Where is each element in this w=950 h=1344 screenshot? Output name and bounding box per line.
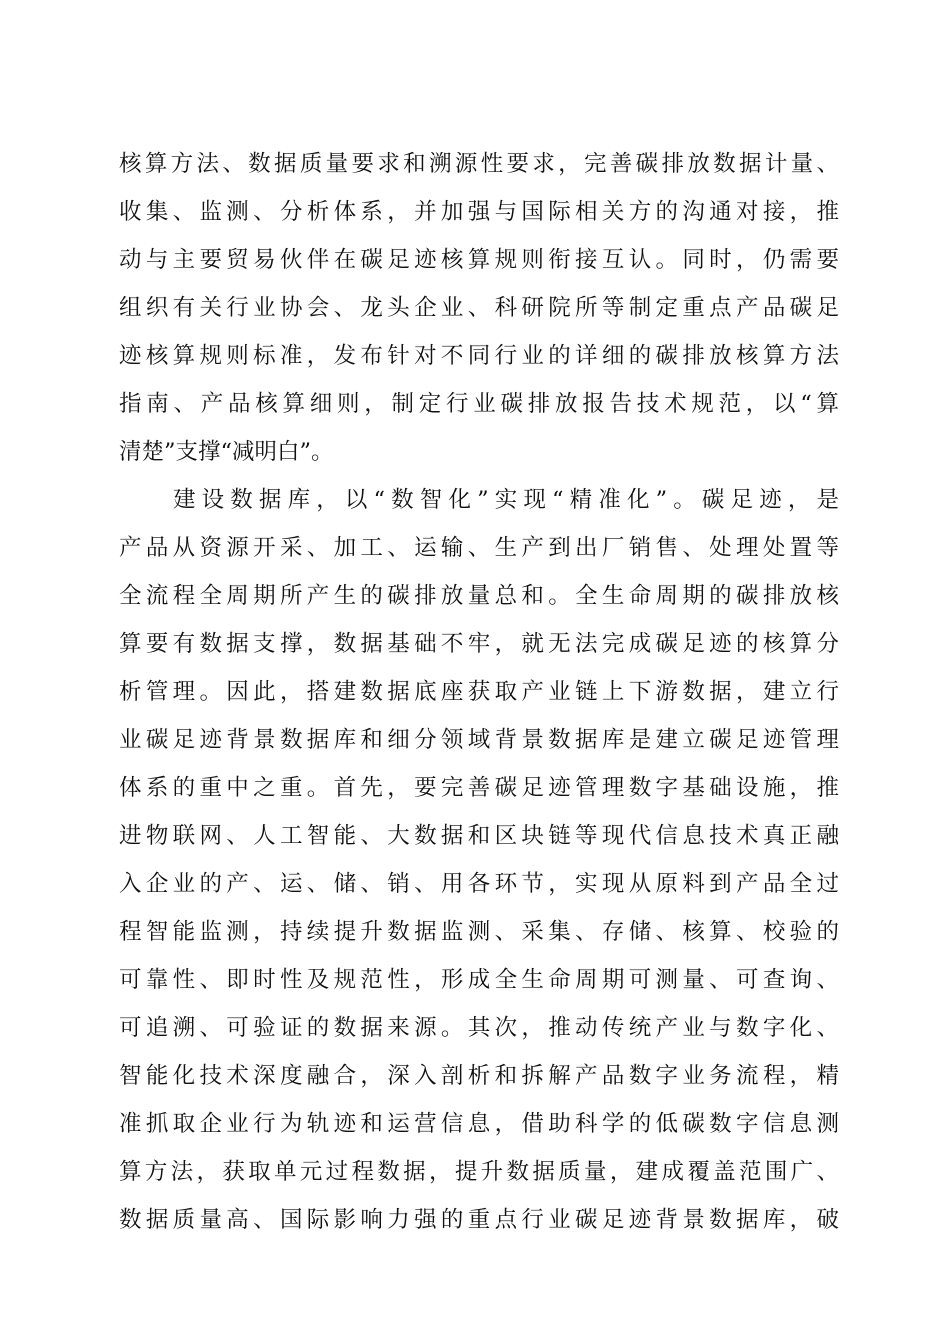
text-line: 入企业的产、运、储、销、用各环节，实现从原料到产品全过 xyxy=(119,871,839,897)
text-line: 算要有数据支撑，数据基础不牢，就无法完成碳足迹的核算分 xyxy=(119,631,839,657)
text-line: 可追溯、可验证的数据来源。其次，推动传统产业与数字化、 xyxy=(119,1015,839,1041)
text-line: 准抓取企业行为轨迹和运营信息，借助科学的低碳数字信息测 xyxy=(119,1111,839,1137)
text-line: 迹核算规则标准，发布针对不同行业的详细的碳排放核算方法 xyxy=(119,343,839,369)
paragraph-start-line: 建设数据库，以“数智化”实现“精准化”。碳足迹，是 xyxy=(173,487,839,513)
body-text xyxy=(119,140,839,1244)
text-line: 核算方法、数据质量要求和溯源性要求，完善碳排放数据计量、 xyxy=(119,151,839,177)
text-line: 析管理。因此，搭建数据底座获取产业链上下游数据，建立行 xyxy=(119,679,839,705)
text-line: 产品从资源开采、加工、运输、生产到出厂销售、处理处置等 xyxy=(119,535,839,561)
text-line: 清楚”支撑“减明白”。 xyxy=(119,439,334,465)
text-line: 收集、监测、分析体系，并加强与国际相关方的沟通对接，推 xyxy=(119,199,839,225)
text-line: 动与主要贸易伙伴在碳足迹核算规则衔接互认。同时，仍需要 xyxy=(119,247,839,273)
text-line: 数据质量高、国际影响力强的重点行业碳足迹背景数据库，破 xyxy=(119,1207,839,1233)
text-line: 全流程全周期所产生的碳排放量总和。全生命周期的碳排放核 xyxy=(119,583,839,609)
text-line: 进物联网、人工智能、大数据和区块链等现代信息技术真正融 xyxy=(119,823,839,849)
text-line: 指南、产品核算细则，制定行业碳排放报告技术规范，以“算 xyxy=(119,391,839,417)
text-line: 算方法，获取单元过程数据，提升数据质量，建成覆盖范围广、 xyxy=(119,1159,839,1185)
text-line: 体系的重中之重。首先，要完善碳足迹管理数字基础设施，推 xyxy=(119,775,839,801)
text-line: 程智能监测，持续提升数据监测、采集、存储、核算、校验的 xyxy=(119,919,839,945)
text-line: 智能化技术深度融合，深入剖析和拆解产品数字业务流程，精 xyxy=(119,1063,839,1089)
text-line: 业碳足迹背景数据库和细分领域背景数据库是建立碳足迹管理 xyxy=(119,727,839,753)
text-line: 组织有关行业协会、龙头企业、科研院所等制定重点产品碳足 xyxy=(119,295,839,321)
text-line: 可靠性、即时性及规范性，形成全生命周期可测量、可查询、 xyxy=(119,967,839,993)
